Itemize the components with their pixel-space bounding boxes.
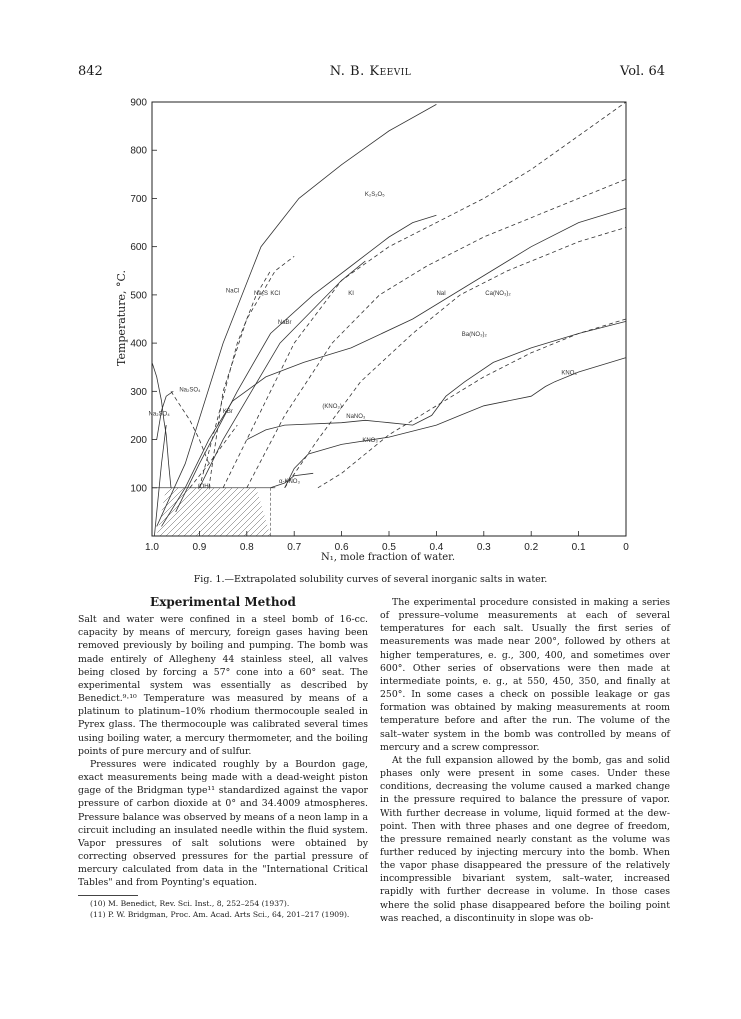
x-tick-label: 0.7 [287,542,302,553]
curve-label: Na₂SO₄ [179,387,201,394]
x-axis-label: N₁, mole fraction of water. [320,552,456,563]
series-line [318,319,626,488]
curve-label: NaCl [225,288,240,295]
x-tick-label: 0.3 [476,542,491,553]
curve-label: NaNO₃ [346,413,366,420]
curve-label: NaI [436,290,446,297]
curve-label: Na₂S [254,290,269,297]
x-tick-label: 0.1 [571,542,586,553]
x-tick-label: 0.6 [334,542,349,553]
curve-label: Ca(NO₃)₂ [485,290,511,297]
y-tick-label: 600 [130,242,147,254]
y-tick-label: 100 [130,483,147,495]
y-axis-label: Temperature, °C. [115,269,128,367]
right-column [380,596,670,925]
footnote-rule [78,895,138,896]
curve-label: α-KNO₃ [278,478,300,485]
series-line [199,271,270,488]
y-tick-label: 800 [130,145,147,157]
volume-label: Vol. 64 [620,64,665,79]
curve-label: Na₂SO₄ [148,411,170,418]
series-line [223,102,626,488]
series-line [152,362,171,487]
series-line [247,321,626,439]
page-number: 842 [78,64,103,79]
section-title: Experimental Method [150,595,296,609]
y-tick-label: 500 [130,290,147,302]
x-tick-label: 0.8 [239,542,254,553]
curve-label: KBr [222,409,233,416]
hatched-region [157,488,271,536]
curve-label: NaBr [277,319,292,326]
series-line [157,104,437,526]
series-line [209,256,294,488]
footnote: (11) P. W. Bridgman, Proc. Am. Acad. Arts Sci., 64, 201–217 (1909). [90,909,350,919]
x-tick-label: 0.4 [429,542,444,553]
series-line [176,215,437,512]
curve-label: (OH) [197,483,211,490]
series-line [171,391,209,463]
figure-caption: Fig. 1.—Extrapolated solubility curves of several inorganic salts in water. [193,574,548,585]
curve-label: KCl [270,290,281,297]
series-line [247,179,626,488]
curve-label: KI [348,290,354,297]
curve-label: KNO₃ [362,437,378,444]
x-tick-label: 0.2 [524,542,539,553]
y-tick-label: 200 [130,435,147,447]
paragraph: The experimental procedure consisted in making a series of pressure–volume measurements at each of several temperatures for each salt. Usually the first series of measurements was made near 200°, followed by others at higher temperatures, e. g., 300, 400, and sometimes over 600°. Other series of observations were then made at intermediate points, e. g., at 550, 450, 350, and finally at 250°. In some cases a check on possible leakage or gas formation was obtained by making measurements at room temperature before and after the run. The volume of the salt–water system in the bomb was controlled by means of mercury and a screw compressor. [380,597,670,753]
curve-label: (KNO₃) [322,404,342,411]
footnote: (10) M. Benedict, Rev. Sci. Inst., 8, 252–254 (1937). [90,899,290,909]
x-tick-label: 0.5 [382,542,396,553]
curve-label: KNO₃ [561,370,577,377]
paragraph: Pressures were indicated roughly by a Bourdon gage, exact measurements being made with a dead-weight piston gage of the Bridgman type¹¹ standardized against the vapor pressure of carbon dioxide at 0° and 34.4009 atmospheres. Pressure balance was observed by means of a neon lamp in a circuit including an insulated needle within the fluid system. Vapor pressures of salt solutions were obtained by correcting observed pressures for the partial pressure of mercury calculated from data in the "International Critical Tables" and from Poynting's equation. [78,758,368,889]
x-tick-label: 0.9 [192,542,207,553]
paragraph: Salt and water were confined in a steel bomb of 16-cc. capacity by means of mercury, foreign gases having been removed previously by boiling and pumping. The bomb was made entirely of Allegheny 44 stainless steel, all valves being closed by forcing a 57° cone into a 60° seat. The experimental system was essentially as described by Benedict.⁹·¹⁰ Temperature was measured by means of a platinum to platinum–10% rhodium thermocouple sealed in Pyrex glass. The thermocouple was calibrated several times using boiling water, a mercury thermometer, and the boiling points of pure mercury and of sulfur. [78,614,368,757]
curve-label: Ba(NO₃)₂ [461,331,487,338]
y-tick-label: 900 [130,97,147,109]
left-column [78,596,368,920]
series-line [199,261,365,488]
x-tick-label: 0 [623,542,629,553]
x-tick-label: 1.0 [145,542,159,553]
y-tick-label: 400 [130,338,147,350]
series-line [285,227,626,487]
paragraph: At the full expansion allowed by the bomb, gas and solid phases only were present in some cases. Under these conditions, decreasing the volume caused a marked change in the pressure required to balance the pressure of vapor. With further decrease in volume, liquid formed at the dew-point. Then with three phases and one degree of freedom, the pressure remained nearly constant as the volume was further reduced by injecting mercury into the bomb. When the vapor phase disappeared the pressure of the relatively incompressible bivariant system, salt–water, increased rapidly with further decrease in volume. In those cases where the solid phase disappeared before the boiling point was reached, a discontinuity in slope was ob- [380,754,670,924]
y-tick-label: 300 [130,386,147,398]
curve-label: K₂S₂O₅ [364,192,385,199]
running-title: N. B. Keevil [329,64,412,79]
y-tick-label: 700 [130,193,147,205]
plot-frame [152,102,626,536]
